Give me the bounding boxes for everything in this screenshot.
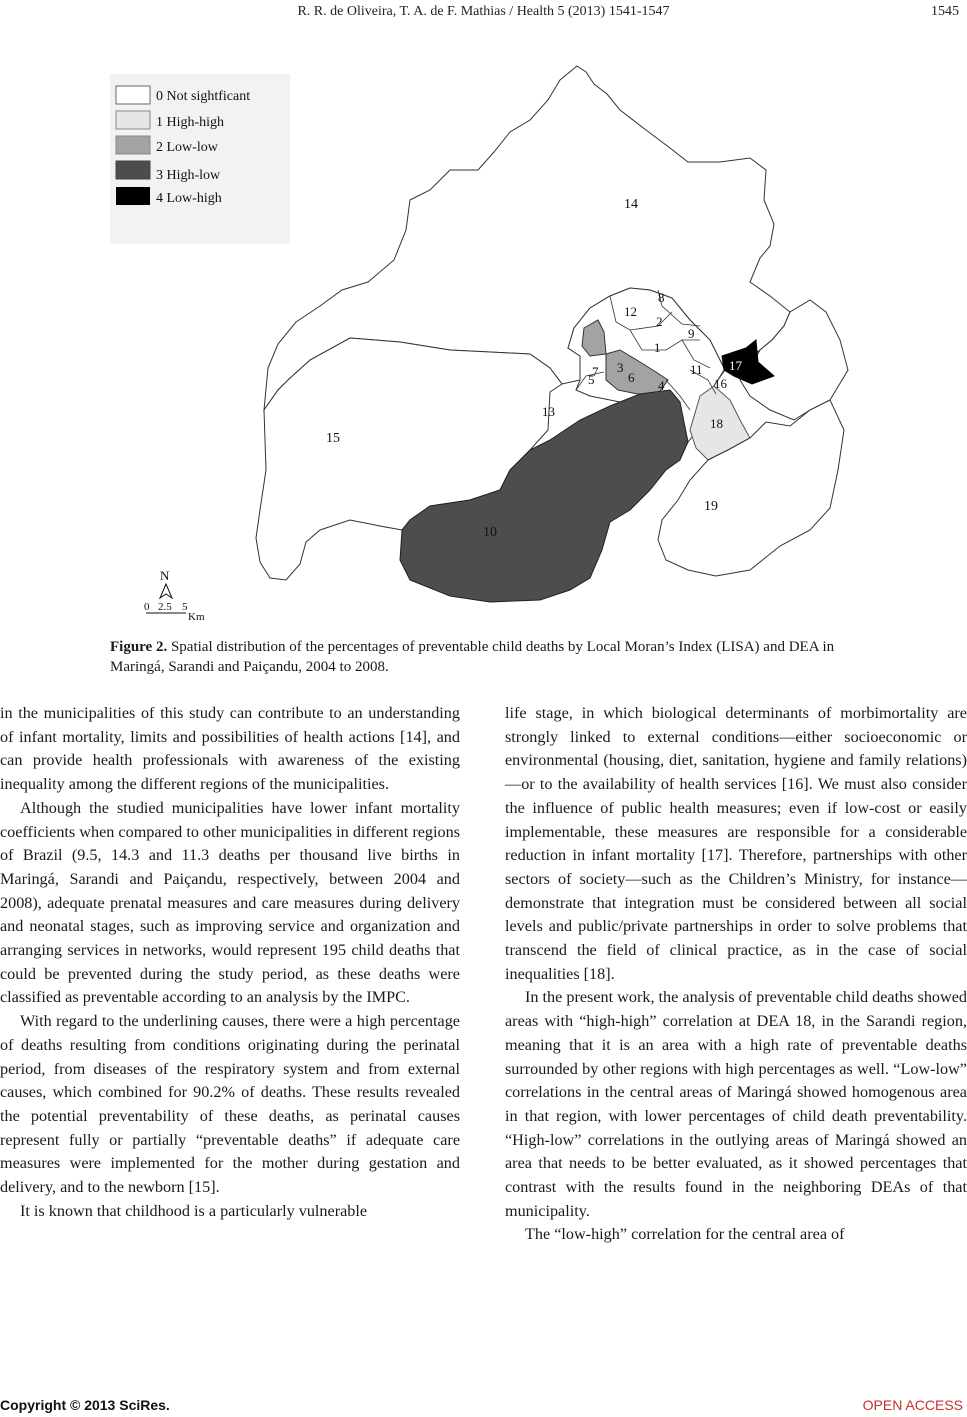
region-label-3: 3 xyxy=(617,360,624,375)
region-label-10: 10 xyxy=(483,525,497,540)
paragraph-left-3: With regard to the underlining causes, there were a high percentage of deaths resulting from conditions originating during the perinatal period, from diseases of the respiratory system and from external causes, which combined for 90.2% of deaths. These results revealed the potential preventability of these deaths, as perinatal causes represent fully or partially “preventable deaths” if adequate care measures were implemented for the mother during gestation and delivery, and to the newborn [15]. xyxy=(0,1012,460,1197)
north-arrow-icon xyxy=(160,584,172,598)
region-label-17: 17 xyxy=(729,358,742,373)
paragraph-right-1: life stage, in which biological determinants of morbimortality are strongly linked to external conditions—either socioeconomic or environmental (housing, diet, sanitation, hygiene and family relations)—or to the availability of health services [16]. We must also consider the influence of public health measures; even if low-cost or easily implementable, these measures are responsible for a considerable reduction in infant mortality [17]. Therefore, partnerships with other sectors of society—such as the Children’s Ministry, for instance—demonstrate that integration must be considered between all social levels and public/private partnerships in order to solve problems that transcend the field of clinical practice, as in the case of social inequalities [18]. xyxy=(505,704,967,983)
footer-copyright: Copyright © 2013 SciRes. xyxy=(0,1397,170,1413)
scale-tick-2: 5 xyxy=(182,601,188,613)
page-number: 1545 xyxy=(931,4,959,19)
region-label-13: 13 xyxy=(542,404,555,419)
legend-label-3: 3 High-low xyxy=(156,168,221,183)
scale-tick-1: 2.5 xyxy=(158,601,172,613)
legend-label-0: 0 Not sightficant xyxy=(156,89,251,104)
legend-swatch-3 xyxy=(116,161,150,179)
region-label-15: 15 xyxy=(326,431,340,446)
region-label-16: 16 xyxy=(714,376,727,391)
region-label-18: 18 xyxy=(710,416,723,431)
scale-bar xyxy=(144,601,205,623)
region-label-1: 1 xyxy=(654,340,661,355)
scale-tick-0: 0 xyxy=(144,601,150,613)
legend-swatch-1 xyxy=(116,111,150,129)
footer-open-access: OPEN ACCESS xyxy=(862,1397,963,1413)
running-head: R. R. de Oliveira, T. A. de F. Mathias / Health 5 (2013) 1541-1547 xyxy=(297,4,670,19)
region-label-5: 5 xyxy=(588,372,595,387)
region-label-9: 9 xyxy=(688,326,695,341)
region-label-6: 6 xyxy=(628,370,635,385)
figure-caption xyxy=(110,637,870,677)
figure-map xyxy=(110,50,870,630)
scale-unit: Km xyxy=(188,611,205,623)
legend-swatch-2 xyxy=(116,136,150,154)
legend-label-4: 4 Low-high xyxy=(156,191,222,206)
caption-label: Figure 2. xyxy=(110,639,168,655)
north-label: N xyxy=(160,568,170,583)
region-label-11: 11 xyxy=(690,362,703,377)
legend-swatch-4 xyxy=(116,187,150,205)
right-column xyxy=(505,702,967,1247)
legend-swatch-0 xyxy=(116,86,150,104)
legend-label-2: 2 Low-low xyxy=(156,140,218,155)
north-arrow xyxy=(160,568,172,598)
paragraph-left-4: It is known that childhood is a particularly vulnerable xyxy=(20,1201,368,1220)
region-label-8: 8 xyxy=(658,290,665,305)
map-svg xyxy=(110,50,870,630)
paragraph-right-3: The “low-high” correlation for the central area of xyxy=(525,1225,845,1244)
caption-text: Spatial distribution of the percentages of preventable child deaths by Local Moran’s Index (LISA) and DEA in Maringá, Sarandi and Paiçandu, 2004 to 2008. xyxy=(110,639,835,675)
paragraph-left-2: Although the studied municipalities have lower infant mortality coefficients when compared to other municipalities in different regions of Brazil (9.5, 14.3 and 11.3 deaths per thousand live births in Maringá, Sarandi and Paiçandu, respectively, between 2004 and 2008), adequate prenatal measures and care measures during delivery and neonatal stages, such as improving service and organization and arranging services in networks, would represent 195 child deaths that could be prevented during the study period, as these deaths were classified as preventable according to an analysis by the IMPC. xyxy=(0,798,460,1007)
paragraph-left-1: in the municipalities of this study can contribute to an understanding of infant mortality, limits and possibilities of health actions [14], and can provide health professionals with awareness of the existing inequality among the different regions of the municipalities. xyxy=(0,704,460,794)
region-label-7: 7 xyxy=(592,364,599,379)
legend-label-1: 1 High-high xyxy=(156,115,225,130)
region-label-12: 12 xyxy=(624,304,637,319)
region-label-4: 4 xyxy=(658,378,665,393)
paragraph-right-2: In the present work, the analysis of preventable child deaths showed areas with “high-high” correlation at DEA 18, in the Sarandi region, meaning that it is an area with a high rate of preventable deaths surrounded by other regions with high percentages as well. “Low-low” correlations in the central areas of Maringá showed homogenous area in that region, with lower percentages of child death preventability. “High-low” correlations in the outlying areas of Maringá showed an area that needs to be better evaluated, as it showed percentages that contrast with the results found in the neighboring DEAs of that municipality. xyxy=(505,988,967,1220)
region-label-19: 19 xyxy=(704,499,718,514)
region-label-2: 2 xyxy=(656,314,663,329)
left-column xyxy=(0,702,460,1223)
region-label-14: 14 xyxy=(624,197,638,212)
